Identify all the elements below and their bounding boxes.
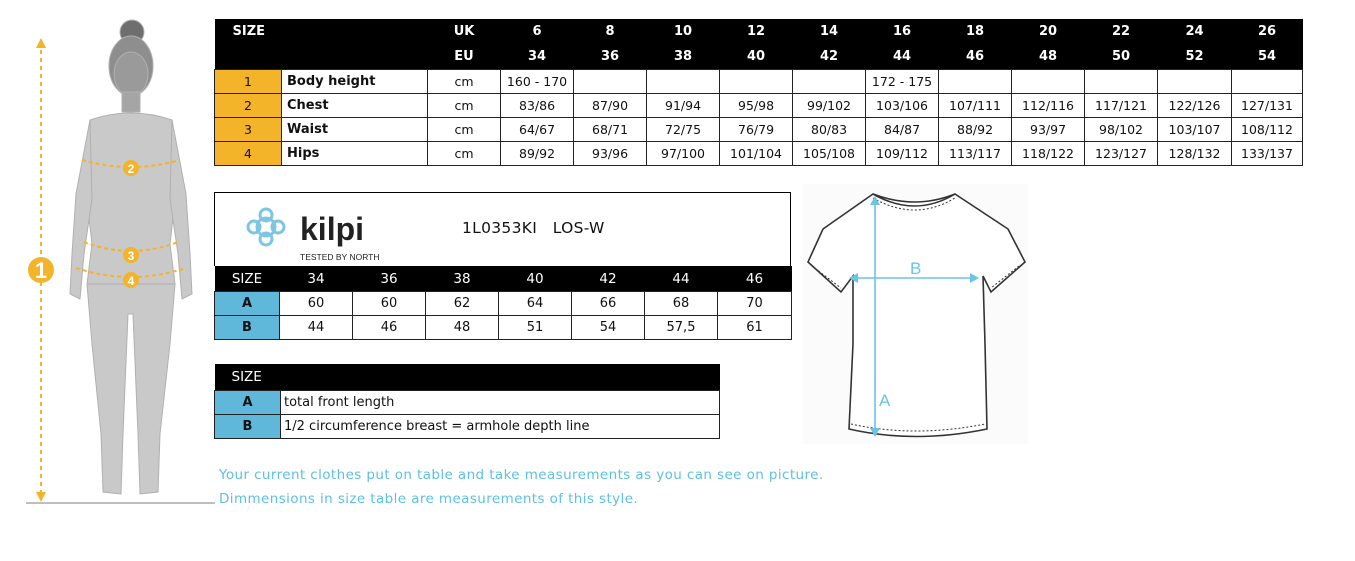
table-row [215,292,792,316]
table-cell: 103/107 [1158,118,1232,142]
table-cell: 93/97 [1012,118,1085,142]
table-cell: 54 [572,316,645,340]
table-cell: 118/122 [1012,142,1085,166]
table-cell [1232,70,1303,94]
brand-name: kilpi [300,211,365,247]
marker-2: 2 [127,162,135,176]
measure-key: B [215,415,281,439]
table-cell: 105/108 [793,142,866,166]
table-cell [574,70,647,94]
label-a: A [879,391,891,410]
row-unit: cm [428,70,501,94]
kilpi-logo [238,203,388,263]
row-unit: cm [428,94,501,118]
product-size: 36 [353,266,426,292]
legend-table [214,364,720,439]
table-cell: 123/127 [1085,142,1158,166]
measure-description: 1/2 circumference breast = armhole depth line [281,415,720,439]
table-cell: 51 [499,316,572,340]
table-cell [1085,70,1158,94]
table-cell: 62 [426,292,499,316]
table-row [215,94,1303,118]
knot-icon [248,209,284,245]
row-number: 1 [215,70,282,94]
table-cell: 68/71 [574,118,647,142]
table-cell: 44 [280,316,353,340]
table-cell: 61 [718,316,792,340]
table-cell: 87/90 [574,94,647,118]
eu-size: 52 [1158,44,1232,70]
table-cell: 172 - 175 [866,70,939,94]
table-cell: 60 [353,292,426,316]
table-cell: 127/131 [1232,94,1303,118]
instruction-note: Your current clothes put on table and take measurements as you can see on picture. [219,467,824,483]
measure-key: A [215,292,280,316]
table-cell [939,70,1012,94]
table-cell: 68 [645,292,718,316]
legend-header-row [215,364,720,391]
uk-size: 26 [1232,19,1303,44]
eu-size: 36 [574,44,647,70]
table-cell: 64 [499,292,572,316]
product-size: 46 [718,266,792,292]
table-row [215,415,720,439]
table-cell: 80/83 [793,118,866,142]
table-cell: 83/86 [501,94,574,118]
brand-tagline: TESTED BY NORTH [300,252,380,262]
table-cell: 89/92 [501,142,574,166]
uk-size-row [215,19,1303,44]
table-row [215,142,1303,166]
table-cell [1158,70,1232,94]
eu-size: 42 [793,44,866,70]
table-cell: 72/75 [647,118,720,142]
table-cell: 108/112 [1232,118,1303,142]
product-size: 34 [280,266,353,292]
table-cell: 88/92 [939,118,1012,142]
body-measurement-figure [20,14,215,514]
uk-size: 14 [793,19,866,44]
product-size-table [214,266,792,340]
table-cell: 101/104 [720,142,793,166]
uk-size: 8 [574,19,647,44]
measure-key: B [215,316,280,340]
uk-size: 16 [866,19,939,44]
table-cell: 64/67 [501,118,574,142]
product-size: 44 [645,266,718,292]
eu-size: 46 [939,44,1012,70]
uk-size: 22 [1085,19,1158,44]
table-row [215,316,792,340]
table-row [215,391,720,415]
uk-size: 24 [1158,19,1232,44]
table-cell: 112/116 [1012,94,1085,118]
eu-size: 54 [1232,44,1303,70]
eu-size-row [215,44,1303,70]
table-cell [1012,70,1085,94]
table-cell: 93/96 [574,142,647,166]
eu-size: 50 [1085,44,1158,70]
table-cell: 103/106 [866,94,939,118]
table-cell: 57,5 [645,316,718,340]
row-name: Body height [282,70,428,94]
row-unit: cm [428,118,501,142]
table-cell: 46 [353,316,426,340]
table-cell: 133/137 [1232,142,1303,166]
table-cell: 97/100 [647,142,720,166]
row-number: 3 [215,118,282,142]
product-size-header-row [215,266,792,292]
eu-size: 38 [647,44,720,70]
marker-4: 4 [127,274,135,288]
table-row [215,70,1303,94]
product-code: 1L0353KI LOS-W [462,219,605,237]
table-cell: 160 - 170 [501,70,574,94]
table-cell: 66 [572,292,645,316]
product-size: 38 [426,266,499,292]
label-b: B [910,259,922,278]
instruction-note: Dimmensions in size table are measurements of this style. [219,491,639,507]
table-cell: 117/121 [1085,94,1158,118]
size-header: SIZE [215,19,355,44]
product-size: 42 [572,266,645,292]
uk-size: 6 [501,19,574,44]
table-cell [793,70,866,94]
measure-description: total front length [281,391,720,415]
table-cell: 122/126 [1158,94,1232,118]
table-cell: 76/79 [720,118,793,142]
size-header: SIZE [215,364,720,391]
row-number: 2 [215,94,282,118]
tshirt-diagram [803,184,1028,444]
uk-size: 10 [647,19,720,44]
row-name: Chest [282,94,355,118]
table-cell: 95/98 [720,94,793,118]
table-cell [647,70,720,94]
table-cell: 98/102 [1085,118,1158,142]
table-cell: 113/117 [939,142,1012,166]
table-cell: 84/87 [866,118,939,142]
eu-size: 40 [720,44,793,70]
row-number: 4 [215,142,282,166]
uk-label: UK [428,19,501,44]
table-cell: 99/102 [793,94,866,118]
eu-label: EU [428,44,501,70]
eu-size: 44 [866,44,939,70]
table-cell: 91/94 [647,94,720,118]
marker-1: 1 [34,258,48,283]
table-cell: 107/111 [939,94,1012,118]
table-cell: 70 [718,292,792,316]
uk-size: 12 [720,19,793,44]
uk-size: 18 [939,19,1012,44]
eu-size: 34 [501,44,574,70]
table-cell: 109/112 [866,142,939,166]
table-cell: 48 [426,316,499,340]
eu-size: 48 [1012,44,1085,70]
row-name: Waist [282,118,355,142]
table-row [215,118,1303,142]
size-header: SIZE [215,266,280,292]
row-name: Hips [282,142,355,166]
table-cell: 60 [280,292,353,316]
table-cell [720,70,793,94]
uk-size: 20 [1012,19,1085,44]
product-size: 40 [499,266,572,292]
marker-3: 3 [127,249,135,263]
size-chart-table [214,19,1303,166]
row-unit: cm [428,142,501,166]
measure-key: A [215,391,281,415]
table-cell: 128/132 [1158,142,1232,166]
